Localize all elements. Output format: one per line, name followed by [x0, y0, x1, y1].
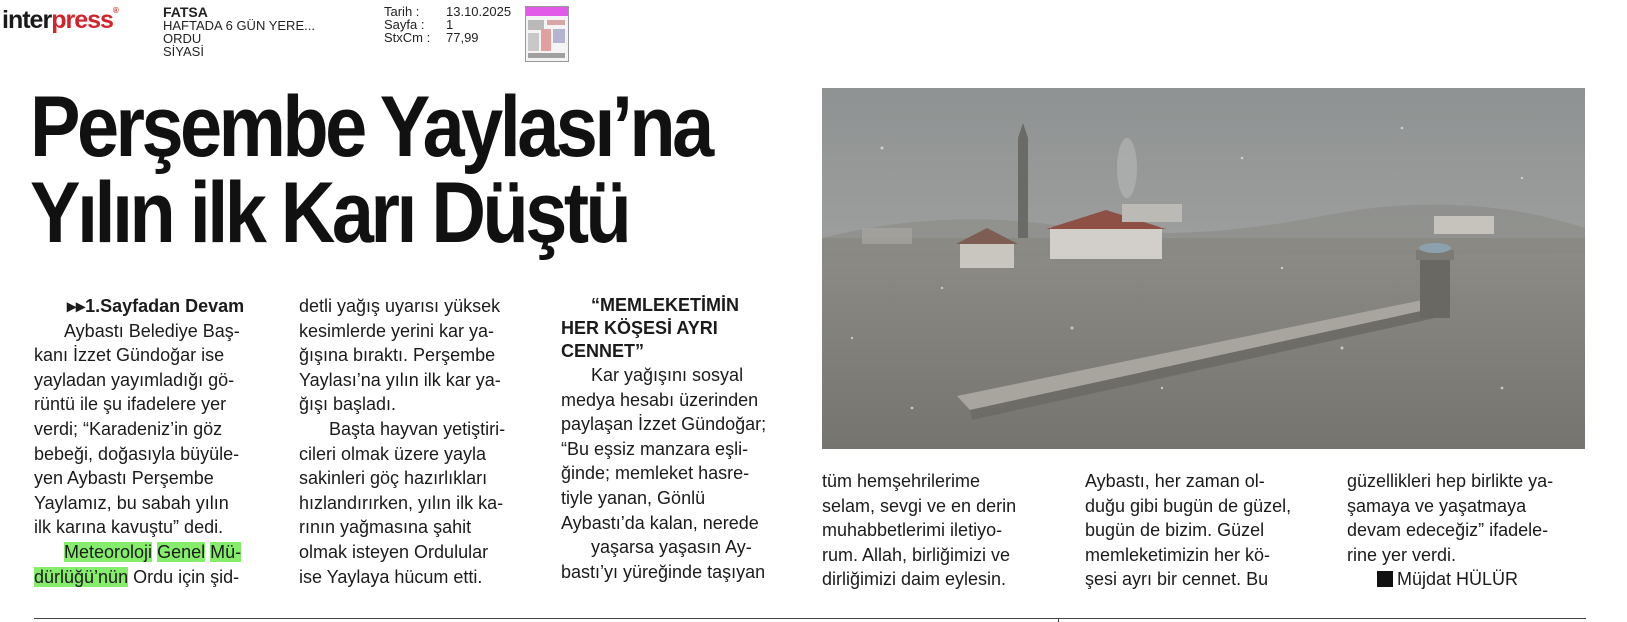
text-line: selam, sevgi ve en derin — [822, 495, 1017, 516]
continued-text: 1.Sayfadan Devam — [85, 296, 245, 316]
continued-arrow-icon: ▸▸ — [67, 296, 86, 316]
article-column-4 — [822, 469, 1016, 592]
text-line: ğışı başladı. — [299, 394, 397, 415]
highlighted-word: Meteoroloji — [64, 541, 153, 562]
page-value: 1 — [446, 17, 454, 32]
headline-line-2: Yılın ilk Karı Düştü — [30, 165, 629, 261]
bottom-rule — [34, 618, 1586, 619]
text-line: sakinleri göç hazırlıkları — [299, 468, 488, 489]
text-line: paylaşan İzzet Gündoğar; — [561, 414, 767, 435]
text-line: rının yağmasına şahit — [299, 517, 472, 538]
text-line: bugün de bizim. Güzel — [1085, 520, 1265, 541]
clipping-meta — [384, 5, 511, 44]
text-line: detli yağış uyarısı yüksek — [299, 296, 501, 316]
publication-city: ORDU — [163, 31, 202, 46]
text-line: duğu gibi bugün de güzel, — [1085, 495, 1292, 516]
article-column-5 — [1085, 469, 1291, 592]
text-line: ğinde; memleket hasre- — [561, 463, 750, 484]
text-line: bastı’yı yüreğinde taşıyan — [561, 561, 766, 582]
text-line: kanı İzzet Gündoğar ise — [34, 345, 225, 366]
text-line: devam edeceğiz” ifadele- — [1347, 520, 1549, 541]
text-line: muhabbetlerimi iletiyo- — [822, 520, 1003, 541]
highlighted-word: dürlüğü’nün — [34, 566, 129, 587]
date-value: 13.10.2025 — [446, 4, 512, 19]
text-line: ilk karına kavuştu” dedi. — [34, 517, 224, 538]
date-label: Tarih : — [384, 4, 420, 19]
text-line: rüntü ile şu ifadelere yer — [34, 394, 227, 415]
text-line: memleketimizin her kö- — [1085, 544, 1271, 565]
byline-square-icon — [1377, 571, 1393, 587]
page-label: Sayfa : — [384, 17, 425, 32]
publication-subtitle: HAFTADA 6 GÜN YERE... — [163, 18, 315, 33]
text-line: “Bu eşsiz manzara eşli- — [561, 438, 749, 459]
text-line: Aybastı, her zaman ol- — [1085, 471, 1265, 491]
text-line: medya hesabı üzerinden — [561, 389, 759, 410]
headline — [30, 79, 716, 261]
publication-name: FATSA — [163, 4, 208, 20]
bottom-rule-tick — [1058, 618, 1059, 622]
text-line: şesi ayrı bir cennet. Bu — [1085, 569, 1269, 590]
text-line: bebeği, doğasıyla büyüle- — [34, 443, 240, 464]
text-line: yayladan yayımladığı gö- — [34, 369, 235, 390]
subheading-line: CENNET” — [561, 341, 645, 361]
highlighted-word: Genel — [157, 541, 206, 562]
text-line: tiyle yanan, Gönlü — [561, 487, 706, 508]
size-value: 77,99 — [446, 30, 479, 45]
text-line: Başta hayvan yetiştiri- — [329, 418, 506, 439]
text-line: şamaya ve yaşatmaya — [1347, 495, 1527, 516]
text-line: tüm hemşehrilerime — [822, 471, 981, 491]
text-line: ise Yaylaya hücum etti. — [299, 566, 483, 587]
highlighted-word: Mü- — [210, 541, 242, 562]
text-line: Yaylamız, bu sabah yılın — [34, 492, 229, 513]
author-byline — [1347, 567, 1553, 592]
text-line — [34, 540, 244, 565]
text-line: ğışına bıraktı. Perşembe — [299, 345, 496, 366]
text-line: verdi; “Karadeniz’in göz — [34, 418, 223, 439]
article-column-2 — [299, 294, 505, 589]
text-line: Aybastı Belediye Baş- — [64, 320, 240, 341]
text-line: Aybastı’da kalan, nerede — [561, 512, 759, 533]
text-line: yaşarsa yaşasın Ay- — [591, 537, 752, 558]
headline-line-1: Perşembe Yaylası’na — [30, 79, 711, 175]
text-fragment: Ordu için şid- — [128, 566, 240, 587]
text-line: Kar yağışını sosyal — [591, 365, 744, 385]
article-column-6 — [1347, 469, 1553, 592]
size-label: StxCm : — [384, 30, 431, 45]
text-line: cileri olmak üzere yayla — [299, 443, 487, 464]
author-name: Müjdat HÜLÜR — [1397, 569, 1519, 590]
text-line: rine yer verdi. — [1347, 544, 1457, 565]
continued-note — [34, 294, 244, 319]
text-line: olmak isteyen Ordulular — [299, 541, 489, 562]
subheading-line: “MEMLEKETİMİN — [591, 295, 739, 315]
publication-category: SİYASİ — [163, 44, 204, 59]
article-column-3 — [561, 294, 766, 584]
publication-info — [163, 6, 315, 58]
subheading-line: HER KÖŞESİ AYRI — [561, 318, 718, 338]
interpress-logo: interpress® — [2, 6, 118, 34]
text-line: rum. Allah, birliğimizi ve — [822, 544, 1011, 565]
text-line: dirliğimizi daim eylesin. — [822, 569, 1007, 590]
text-line: kesimlerde yerini kar ya- — [299, 320, 495, 341]
text-line: hızlandırırken, yılın ilk ka- — [299, 492, 504, 513]
text-line: Yaylası’na yılın ilk kar ya- — [299, 369, 501, 390]
snowy-plateau-photo — [822, 88, 1585, 449]
text-line: yen Aybastı Perşembe — [34, 468, 214, 489]
article-column-1 — [34, 294, 244, 589]
text-line: güzellikleri hep birlikte ya- — [1347, 471, 1554, 491]
page-thumbnail-icon — [525, 6, 569, 62]
text-line — [34, 565, 244, 590]
